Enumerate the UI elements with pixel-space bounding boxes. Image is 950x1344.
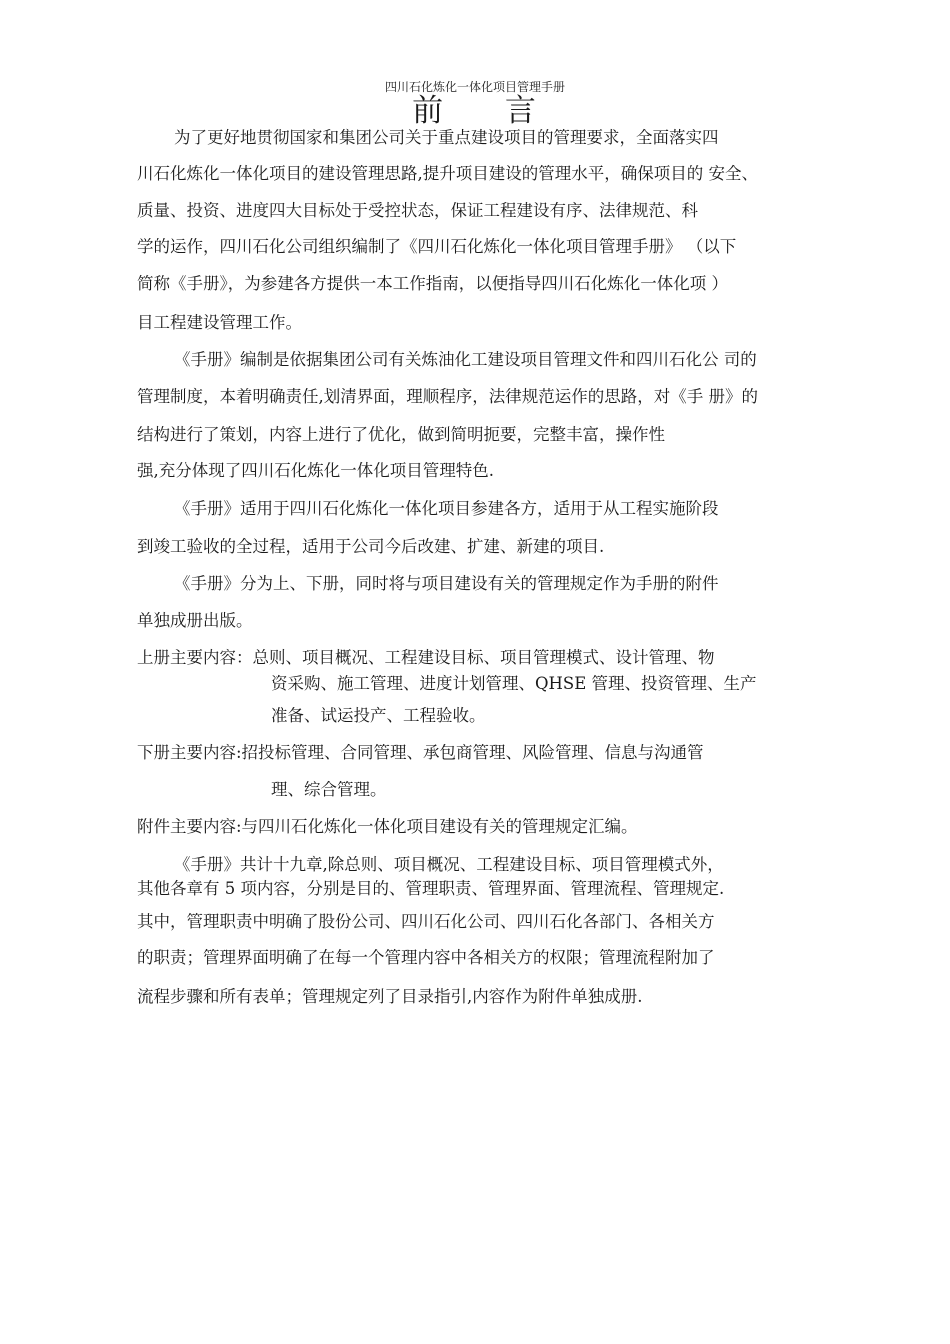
body-line: 资采购、施工管理、进度计划管理、QHSE 管理、投资管理、生产 [271,674,757,693]
body-line: 到竣工验收的全过程，适用于公司今后改建、扩建、新建的项目. [137,537,605,556]
body-line: 《手册》适用于四川石化炼化一体化项目参建各方，适用于从工程实施阶段 [174,499,719,518]
body-line: 简称《手册》，为参建各方提供一本工作指南，以便指导四川石化炼化一体化项 ） [137,274,728,293]
body-line: 下册主要内容:招投标管理、合同管理、承包商管理、风险管理、信息与沟通管 [137,743,704,762]
body-line: 的职责；管理界面明确了在每一个管理内容中各相关方的权限；管理流程附加了 [137,948,715,967]
running-header: 四川石化炼化一体化项目管理手册 [384,80,565,94]
body-line: 流程步骤和所有表单；管理规定列了目录指引,内容作为附件单独成册. [137,987,643,1006]
body-line: 《手册》分为上、下册，同时将与项目建设有关的管理规定作为手册的附件 [174,574,719,593]
body-line: 《手册》共计十九章,除总则、项目概况、工程建设目标、项目管理模式外， [174,855,724,874]
body-line: 附件主要内容:与四川石化炼化一体化项目建设有关的管理规定汇编。 [137,817,638,836]
body-line: 其他各章有 5 项内容，分别是目的、管理职责、管理界面、管理流程、管理规定. [137,879,725,898]
body-line: 上册主要内容：总则、项目概况、工程建设目标、项目管理模式、设计管理、物 [137,648,715,667]
body-line: 理、综合管理。 [271,780,387,799]
body-line: 为了更好地贯彻国家和集团公司关于重点建设项目的管理要求，全面落实四 [174,128,719,147]
body-line: 其中，管理职责中明确了股份公司、四川石化公司、四川石化各部门、各相关方 [137,912,715,931]
body-line: 单独成册出版。 [137,611,253,630]
body-line: 强,充分体现了四川石化炼化一体化项目管理特色. [137,461,494,480]
body-line: 准备、试运投产、工程验收。 [271,706,486,725]
body-line: 目工程建设管理工作。 [137,313,302,332]
body-line: 学的运作，四川石化公司组织编制了《四川石化炼化一体化项目管理手册》 （以下 [137,237,737,256]
body-line: 结构进行了策划，内容上进行了优化，做到简明扼要，完整丰富，操作性 [137,425,665,444]
page-title: 前 言 [412,93,562,129]
body-line: 川石化炼化一体化项目的建设管理思路,提升项目建设的管理水平，确保项目的 安全、 [137,164,758,183]
body-line: 《手册》编制是依据集团公司有关炼油化工建设项目管理文件和四川石化公 司的 [174,350,757,369]
body-line: 管理制度，本着明确责任,划清界面，理顺程序，法律规范运作的思路，对《手 册》的 [137,387,758,406]
body-line: 质量、投资、进度四大目标处于受控状态，保证工程建设有序、法律规范、科 [137,201,698,220]
